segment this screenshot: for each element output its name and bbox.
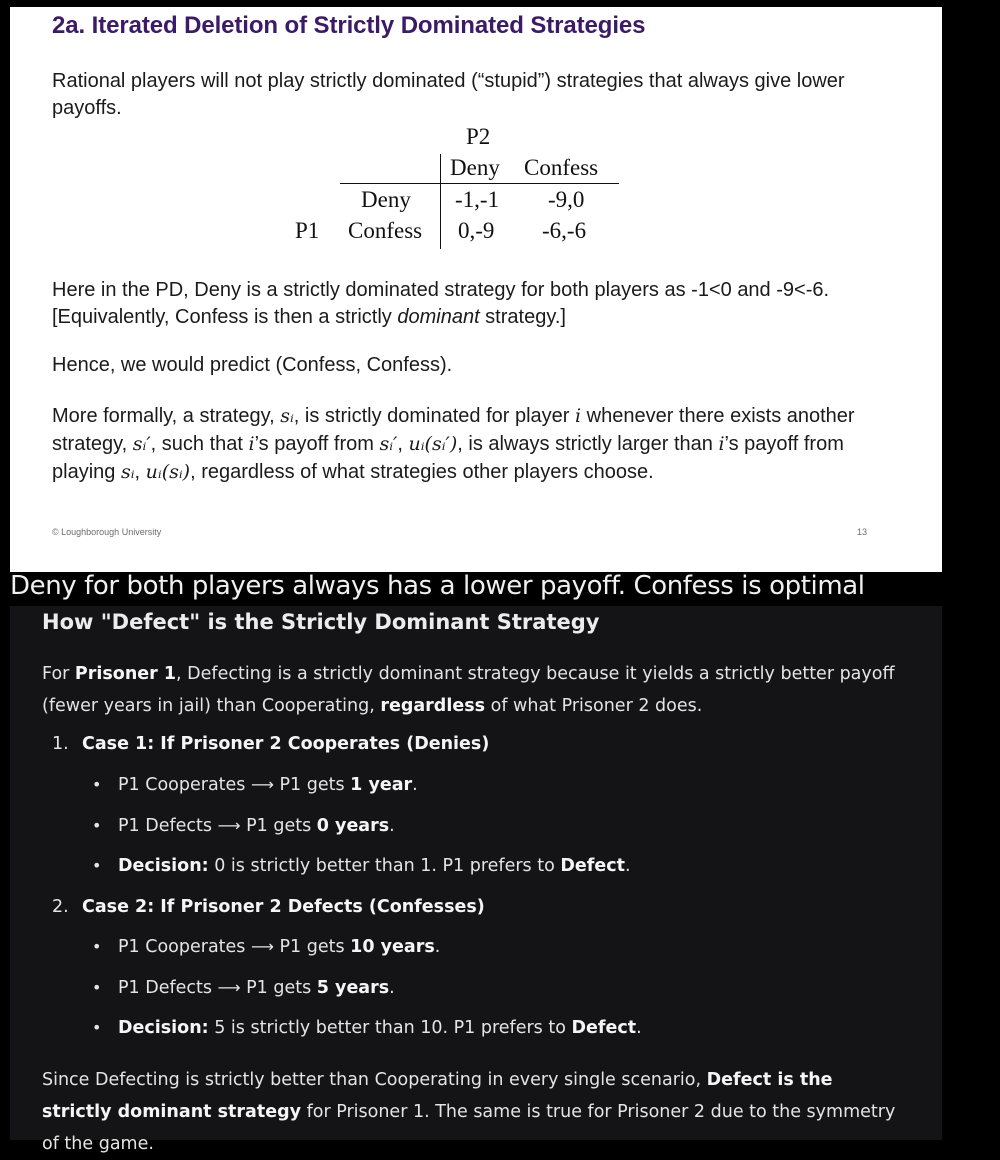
- payoff-cell: -1,-1: [455, 187, 500, 212]
- matrix-horizontal-rule: [340, 183, 619, 184]
- row-strategy-confess: Confess: [348, 218, 423, 243]
- list-item: • P1 Cooperates ⟶ P1 gets 10 years.: [92, 937, 441, 957]
- list-item: • P1 Defects ⟶ P1 gets 0 years.: [92, 816, 395, 836]
- formal-definition: More formally, a strategy, sᵢ, is strictly dominated for player i whenever there exists another strategy, sᵢ′, such that i’s payoff from sᵢ′, uᵢ(sᵢ′), is always strictly larger than i’s payoff from playing sᵢ, uᵢ(sᵢ), regardless of what strategies other players choose.: [52, 405, 855, 483]
- col-strategy-deny: Deny: [450, 155, 500, 180]
- row-player-label: P1: [295, 218, 320, 243]
- matrix-vertical-rule: [440, 154, 441, 249]
- payoff-cell: -6,-6: [542, 218, 587, 243]
- answer-intro: For Prisoner 1, Defecting is a strictly dominant strategy because it yields a strictly better payoff (fewer years in jail) than Cooperating, regardless of what Prisoner 2 does.: [42, 664, 895, 716]
- list-item: • Decision: 5 is strictly better than 10. P1 prefers to Defect.: [92, 1018, 642, 1038]
- slide-title: 2a. Iterated Deletion of Strictly Dominated Strategies: [52, 12, 646, 39]
- payoff-cell: 0,-9: [458, 218, 495, 243]
- slide-page-number: 13: [857, 527, 868, 537]
- list-item: • P1 Cooperates ⟶ P1 gets 1 year.: [92, 775, 418, 795]
- list-item: • P1 Defects ⟶ P1 gets 5 years.: [92, 978, 395, 998]
- case-2-heading: 2. Case 2: If Prisoner 2 Defects (Confesses): [52, 897, 485, 917]
- lecture-slide: [10, 7, 942, 572]
- prediction-text: Hence, we would predict (Confess, Confess).: [52, 354, 453, 376]
- payoff-cell: -9,0: [548, 187, 585, 212]
- right-arrow-icon: ⟶: [217, 978, 241, 997]
- answer-summary: Since Defecting is strictly better than Cooperating in every single scenario, Defect is the strictly dominant strategy for Prisoner 1. The same is true for Prisoner 2 due to the symmetry of the game.: [42, 1070, 896, 1154]
- answer-heading: How "Defect" is the Strictly Dominant Strategy: [42, 610, 600, 634]
- col-player-label: P2: [466, 124, 491, 149]
- slide-footer-copyright: © Loughborough University: [52, 527, 162, 537]
- right-arrow-icon: ⟶: [217, 816, 241, 835]
- case-1-heading: 1. Case 1: If Prisoner 2 Cooperates (Denies): [52, 734, 490, 754]
- pd-explanation: Here in the PD, Deny is a strictly dominated strategy for both players as -1<0 and -9<-6. [Equivalently, Confess is then a strictly dominant strategy.]: [52, 279, 830, 328]
- user-caption: Deny for both players always has a lower payoff. Confess is optimal: [10, 571, 865, 601]
- right-arrow-icon: ⟶: [251, 775, 274, 794]
- answer-panel: [10, 606, 942, 1154]
- right-arrow-icon: ⟶: [251, 937, 274, 956]
- row-strategy-deny: Deny: [361, 187, 411, 212]
- slide-intro-text: Rational players will not play strictly dominated (“stupid”) strategies that always give lower payoffs.: [52, 70, 845, 119]
- col-strategy-confess: Confess: [524, 155, 599, 180]
- list-item: • Decision: 0 is strictly better than 1. P1 prefers to Defect.: [92, 856, 631, 876]
